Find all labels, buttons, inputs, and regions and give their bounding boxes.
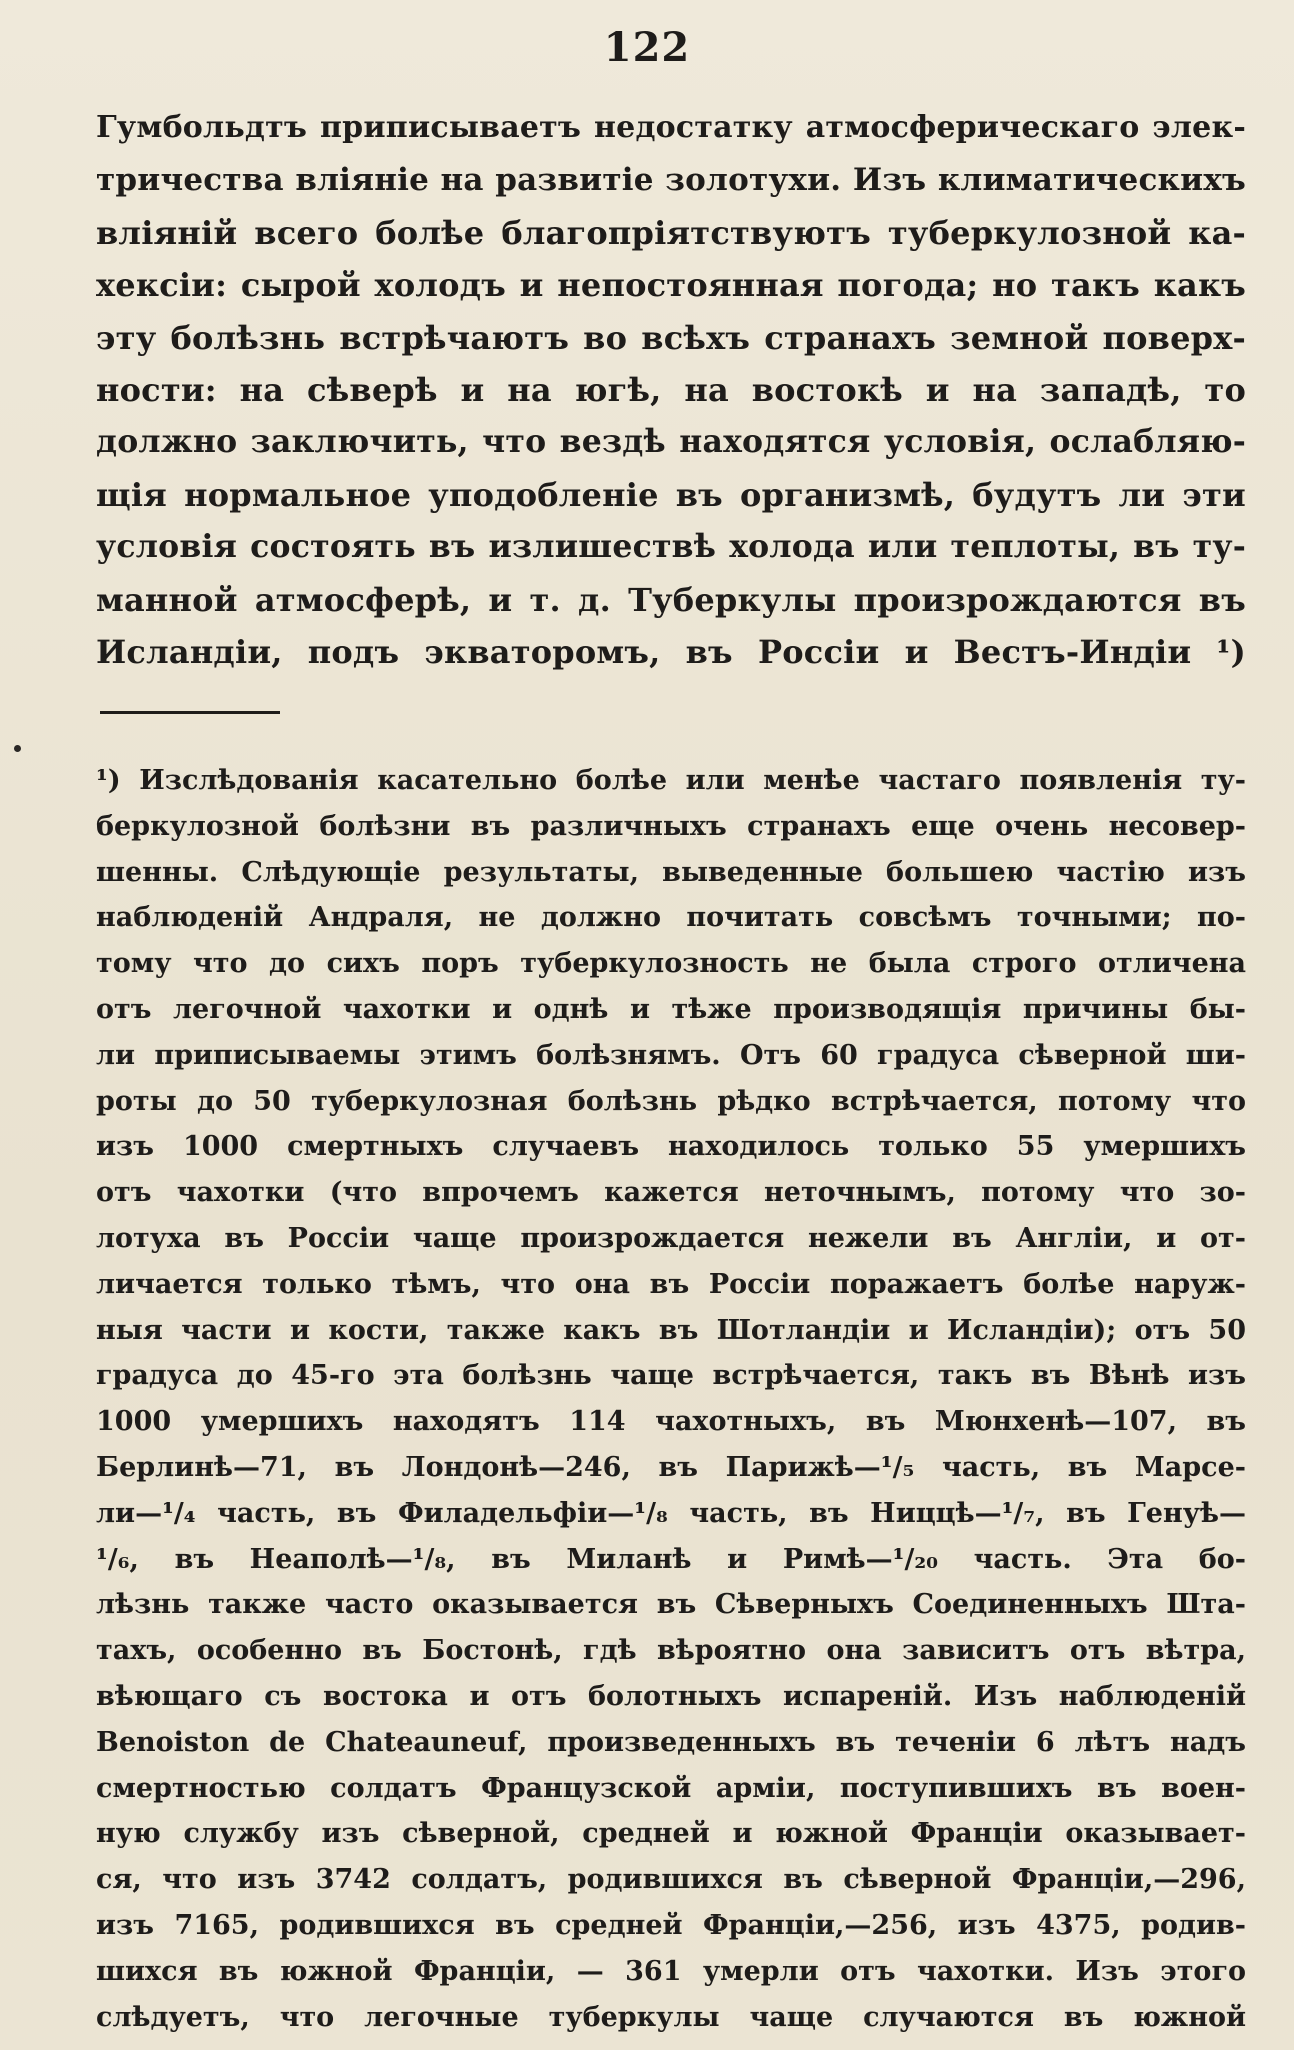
footnote-line: ¹/₆, въ Неаполѣ—¹/₈, въ Миланѣ и Римѣ—¹/₂₀ часть. Эта бо- bbox=[96, 1543, 1246, 1575]
footnote-line: тому что до сихъ поръ туберкулозность не была строго отличена bbox=[96, 948, 1246, 980]
footnote-line: градуса до 45-го эта болѣзнь чаще встрѣчается, такъ въ Вѣнѣ изъ bbox=[96, 1360, 1246, 1392]
footnote-line: шихся въ южной Франціи, — 361 умерли отъ чахотки. Изъ этого bbox=[96, 1955, 1246, 1987]
main-text-line: должно заключить, что вездѣ находятся условія, ослабляю- bbox=[96, 423, 1246, 461]
footnote-line: ¹) Изслѣдованія касательно болѣе или менѣе частаго появленія ту- bbox=[96, 765, 1246, 796]
footnote-line: беркулозной болѣзни въ различныхъ странахъ еще очень несовер- bbox=[96, 810, 1246, 842]
footnote-line: роты до 50 туберкулозная болѣзнь рѣдко встрѣчается, потому что bbox=[96, 1085, 1246, 1117]
main-text-line: манной атмосферѣ, и т. д. Туберкулы произрождаются въ bbox=[96, 580, 1246, 619]
main-text-line: Гумбольдтъ приписываетъ недостатку атмосферическаго элек- bbox=[96, 110, 1246, 145]
footnote-line: ли—¹/₄ часть, въ Филадельфіи—¹/₈ часть, въ Ниццѣ—¹/₇, въ Генуѣ— bbox=[96, 1497, 1246, 1529]
footnote-line: 1000 умершихъ находятъ 114 чахотныхъ, въ Мюнхенѣ—107, въ bbox=[96, 1406, 1246, 1438]
footnote-line: наблюденій Андраля, не должно почитать совсѣмъ точными; по- bbox=[96, 902, 1246, 934]
footnote-line: лѣзнь также часто оказывается въ Сѣверныхъ Соединенныхъ Шта- bbox=[96, 1589, 1246, 1621]
footnote bbox=[96, 758, 1246, 2040]
main-text-line: эту болѣзнь встрѣчаютъ во всѣхъ странахъ земной поверх- bbox=[96, 318, 1246, 357]
main-text-line: хексіи: сырой холодъ и непостоянная погода; но такъ какъ bbox=[96, 266, 1246, 305]
main-paragraph bbox=[96, 102, 1246, 678]
ink-spot bbox=[14, 745, 21, 752]
footnote-separator bbox=[100, 711, 280, 714]
footnote-line: личается только тѣмъ, что она въ Россіи поражаетъ болѣе наруж- bbox=[96, 1268, 1246, 1300]
footnote-line: лотуха въ Россіи чаще произрождается нежели въ Англіи, и от- bbox=[96, 1222, 1246, 1254]
footnote-line: изъ 1000 смертныхъ случаевъ находилось только 55 умершихъ bbox=[96, 1131, 1246, 1163]
footnote-line: Берлинѣ—71, въ Лондонѣ—246, въ Парижѣ—¹/₅ часть, въ Марсе- bbox=[96, 1451, 1246, 1483]
footnote-line: отъ легочной чахотки и однѣ и тѣже производящія причины бы- bbox=[96, 993, 1246, 1025]
footnote-line: шенны. Слѣдующіе результаты, выведенные большею частію изъ bbox=[96, 856, 1246, 888]
page-number: 122 bbox=[603, 24, 691, 71]
main-text-line: тричества вліяніе на развитіе золотухи. Изъ климатическихъ bbox=[96, 162, 1246, 199]
footnote-line: Benoiston de Chateauneuf, произведенныхъ въ теченіи 6 лѣтъ надъ bbox=[96, 1726, 1246, 1758]
footnote-line: ся, что изъ 3742 солдатъ, родившихся въ сѣверной Франціи,—296, bbox=[96, 1864, 1246, 1896]
footnote-line: слѣдуетъ, что легочные туберкулы чаще случаются въ южной bbox=[96, 2001, 1246, 2033]
main-text-line: щія нормальное уподобленіе въ организмѣ, будутъ ли эти bbox=[96, 475, 1246, 514]
main-text-line: ности: на сѣверѣ и на югѣ, на востокѣ и на западѣ, то bbox=[96, 370, 1246, 409]
footnote-line: вѣющаго съ востока и отъ болотныхъ испареній. Изъ наблюденій bbox=[96, 1680, 1246, 1712]
footnote-line: ли приписываемы этимъ болѣзнямъ. Отъ 60 градуса сѣверной ши- bbox=[96, 1039, 1246, 1071]
footnote-line: ную службу изъ сѣверной, средней и южной Франціи оказывает- bbox=[96, 1818, 1246, 1850]
footnote-line: смертностью солдатъ Французской арміи, поступившихъ въ воен- bbox=[96, 1772, 1246, 1804]
footnote-line: отъ чахотки (что впрочемъ кажется неточнымъ, потому что зо- bbox=[96, 1177, 1246, 1209]
footnote-line: тахъ, особенно въ Бостонѣ, гдѣ вѣроятно она зависитъ отъ вѣтра, bbox=[96, 1635, 1246, 1667]
main-text-line: вліяній всего болѣе благопріятствуютъ туберкулозной ка- bbox=[96, 213, 1246, 252]
footnote-line: ныя части и кости, также какъ въ Шотландіи и Исландіи); отъ 50 bbox=[96, 1314, 1246, 1346]
main-text-line: Исландіи, подъ экваторомъ, въ Россіи и Вестъ-Индіи ¹) bbox=[96, 632, 1246, 671]
footnote-line: изъ 7165, родившихся въ средней Франціи,—256, изъ 4375, родив- bbox=[96, 1909, 1246, 1941]
main-text-line: условія состоять въ излишествѣ холода или теплоты, въ ту- bbox=[96, 528, 1246, 566]
